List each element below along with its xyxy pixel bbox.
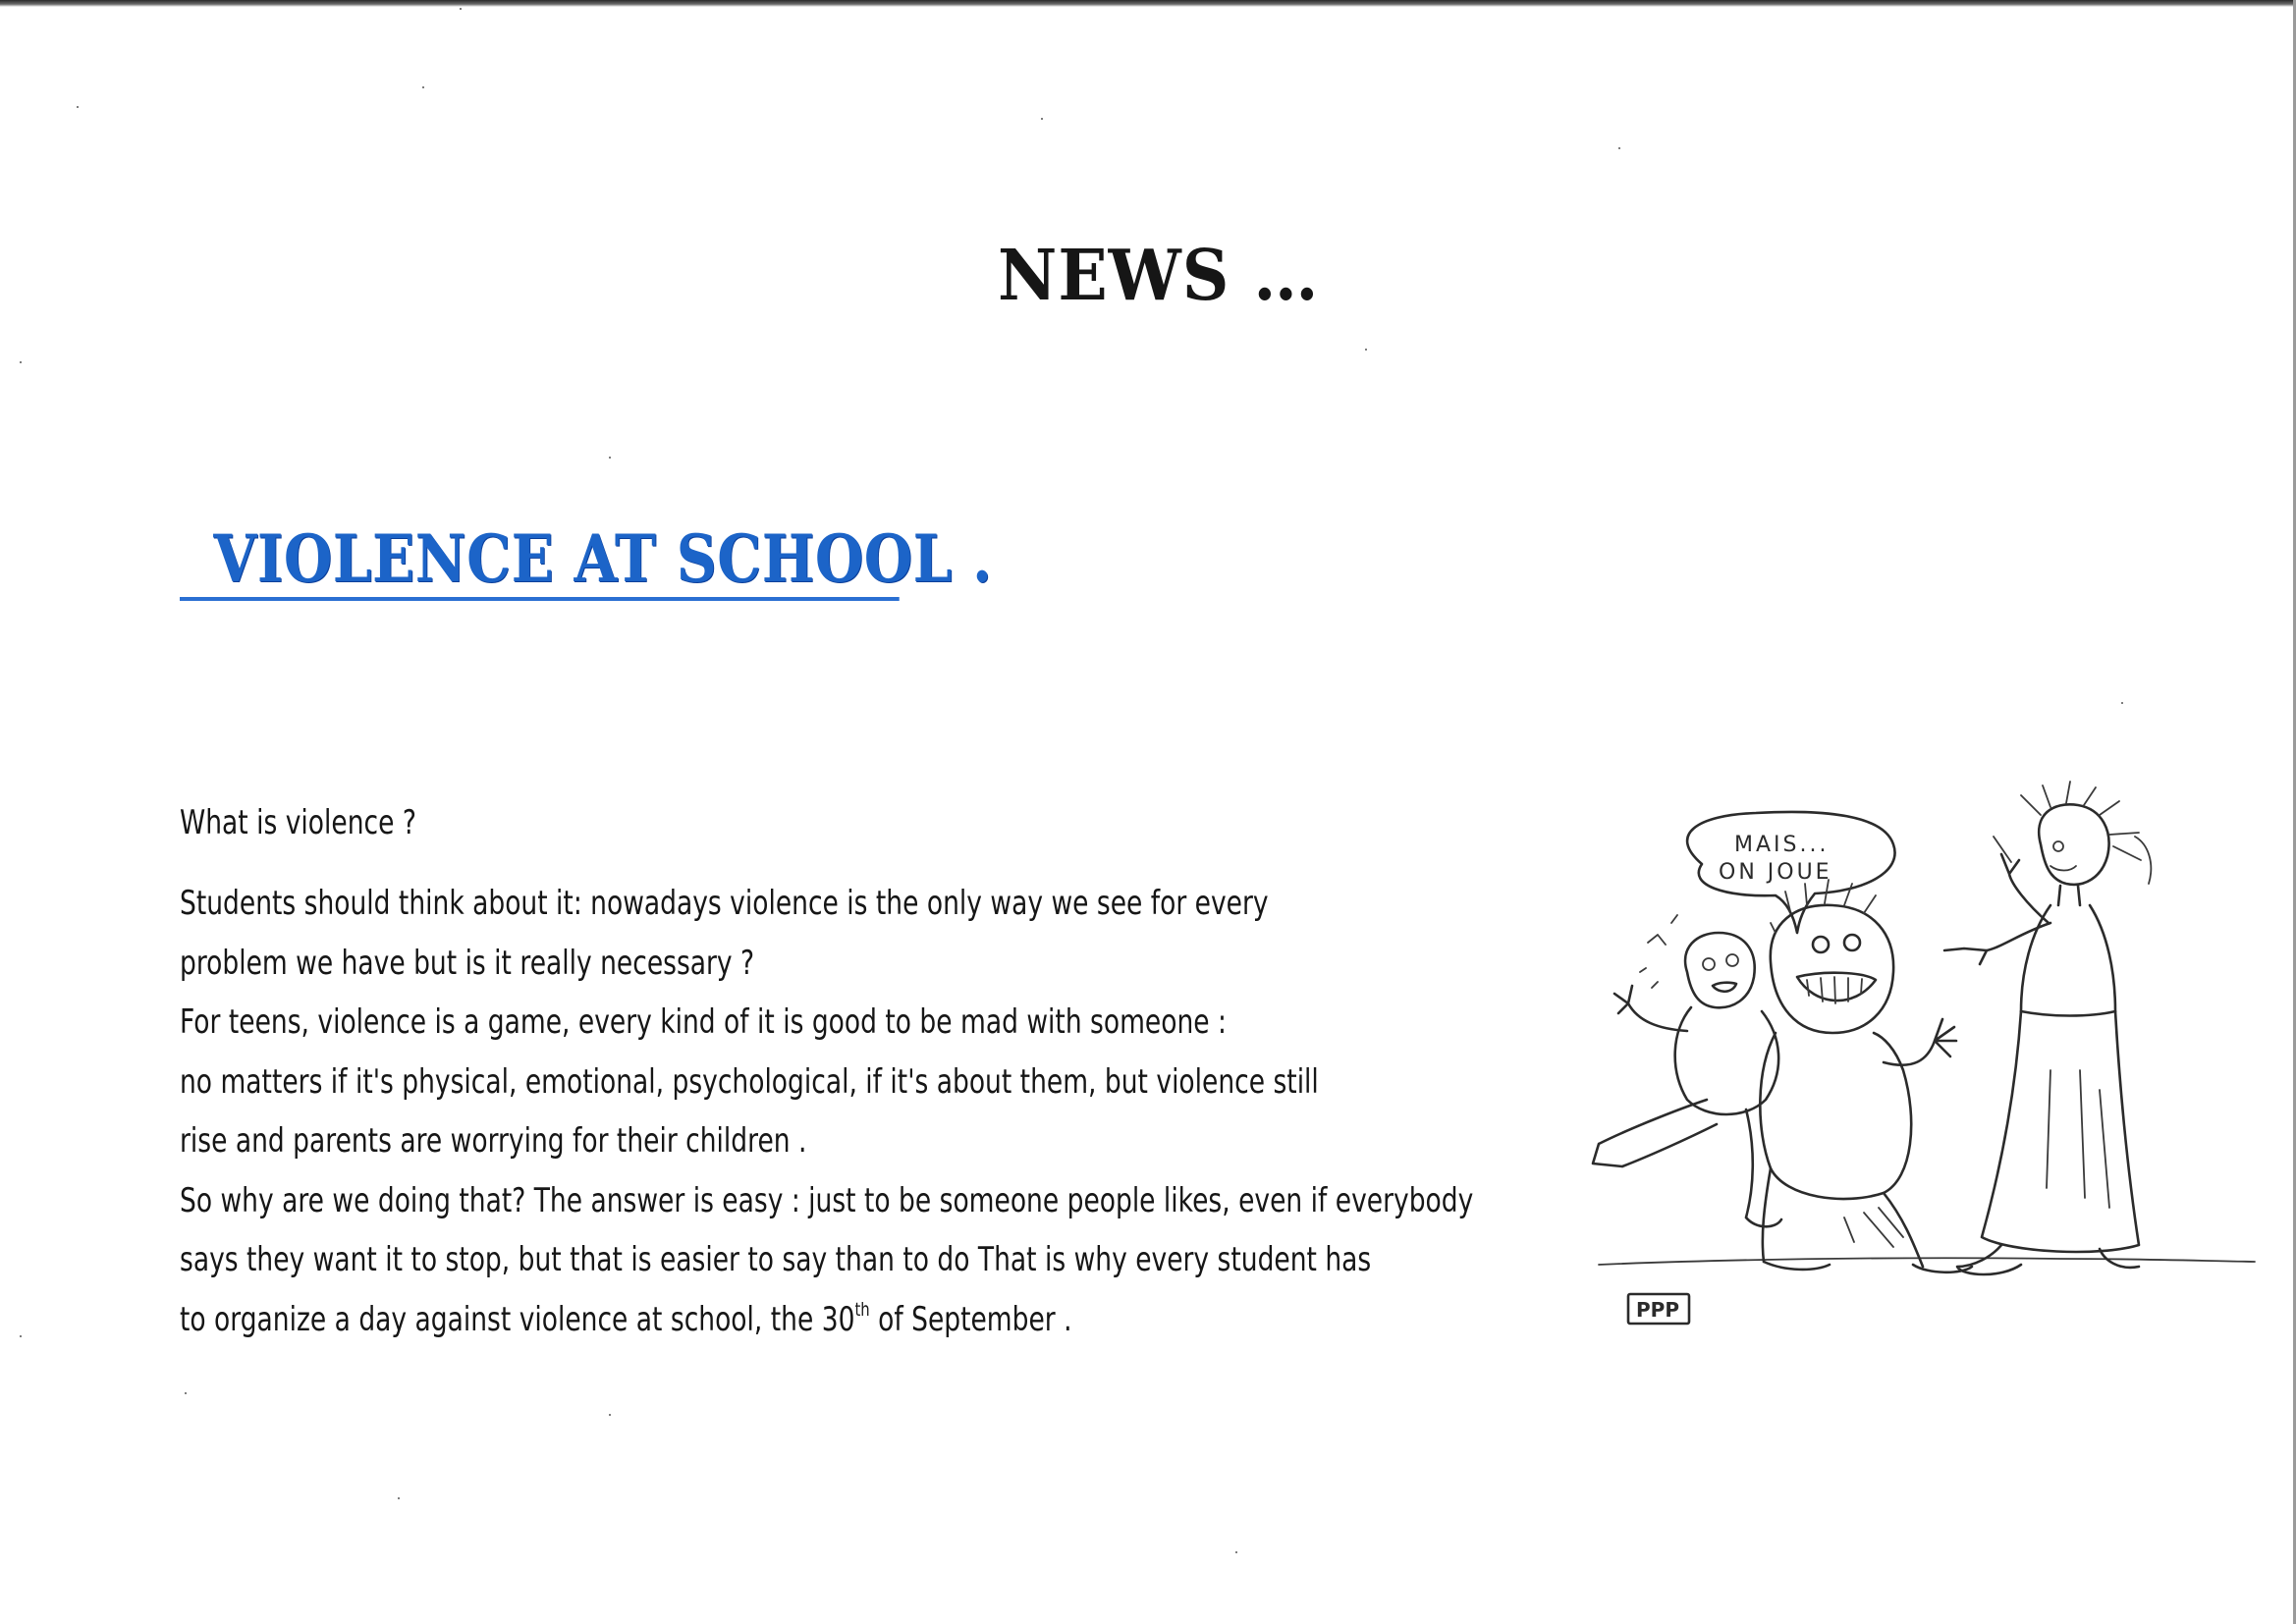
dust-speck: [609, 457, 611, 459]
paragraph-line: Students should think about it: nowadays violence is the only way we see for every: [180, 884, 1269, 923]
dust-speck: [1041, 118, 1043, 120]
page-title: NEWS …: [998, 234, 1320, 317]
speech-bubble-line2: ON JOUE: [1719, 860, 1832, 885]
dust-speck: [398, 1497, 400, 1499]
scan-edge-top: [0, 0, 2296, 7]
paragraph-line: says they want it to stop, but that is easier to say than to do That is why every student has: [180, 1240, 1372, 1279]
article-title: VIOLENCE AT SCHOOL .: [180, 520, 900, 601]
dust-speck: [77, 106, 79, 108]
dust-speck: [185, 1392, 187, 1394]
last-line-end: of September .: [869, 1299, 1072, 1339]
article-body: [180, 793, 1474, 1349]
victim-figure: [1593, 915, 1781, 1226]
dust-speck: [2121, 702, 2123, 704]
signature-text: PPP: [1636, 1298, 1679, 1322]
dust-speck: [20, 1335, 22, 1337]
last-line-text: to organize a day against violence at school, the 30: [180, 1299, 855, 1339]
paragraph-line: rise and parents are worrying for their children .: [180, 1121, 807, 1161]
cartoon-illustration: [1589, 776, 2257, 1340]
paragraph-last-line: [180, 1290, 1268, 1350]
cartoon-drawing: [1589, 776, 2257, 1340]
dust-speck: [460, 8, 462, 10]
teacher-figure: [1944, 782, 2151, 1274]
dust-speck: [422, 86, 424, 88]
paragraph-line: problem we have but is it really necessary ?: [180, 943, 755, 983]
dust-speck: [1235, 1551, 1237, 1553]
article-question: What is violence ?: [180, 803, 416, 842]
paragraph-line: no matters if it's physical, emotional, psychological, if it's about them, but violence still: [180, 1061, 1319, 1102]
paragraph-line: So why are we doing that? The answer is easy : just to be someone people likes, even if everybody: [180, 1180, 1474, 1220]
dust-speck: [20, 361, 22, 363]
dust-speck: [1618, 147, 1620, 149]
bully-figure: [1760, 880, 1972, 1272]
artist-signature: [1628, 1294, 1689, 1324]
paragraph-line: For teens, violence is a game, every kind of it is good to be mad with someone :: [180, 1002, 1227, 1042]
speech-bubble-line1: MAIS...: [1734, 833, 1830, 857]
dust-speck: [1365, 349, 1367, 351]
dust-speck: [609, 1414, 611, 1416]
ground-line: [1599, 1258, 2255, 1265]
date-ordinal-suffix: th: [854, 1298, 870, 1321]
